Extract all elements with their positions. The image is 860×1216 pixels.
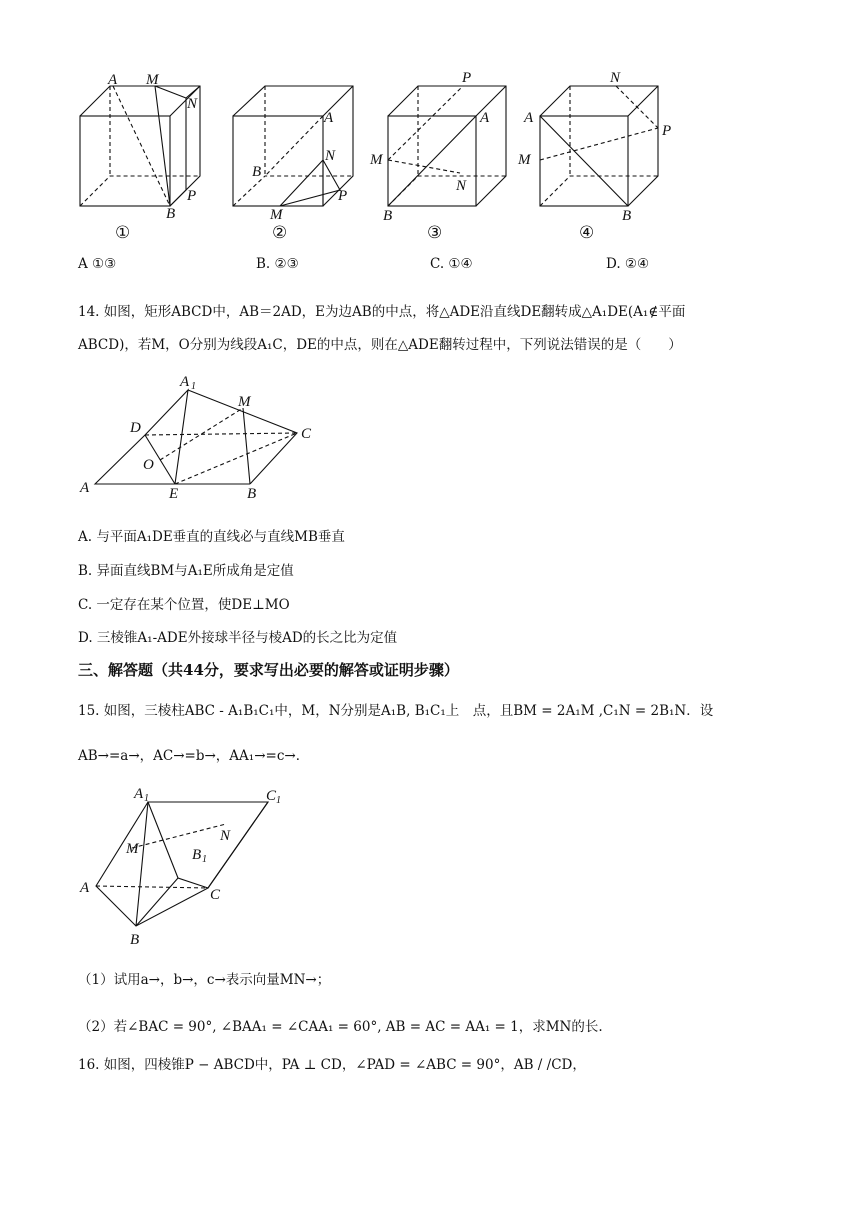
svg-text:N: N (220, 828, 231, 844)
svg-text:M: M (126, 841, 139, 857)
q16-stem-line1: 16. 如图，四棱锥P − ABCD中，PA ⊥ CD，∠PAD = ∠ABC = 90°，AB / /CD， (78, 1057, 586, 1073)
svg-text:A: A (324, 110, 334, 126)
svg-text:A: A (134, 786, 144, 802)
svg-text:1: 1 (276, 795, 281, 806)
svg-text:B: B (192, 847, 202, 863)
q14-option-c[interactable]: C. 一定存在某个位置，使DE⊥MO (78, 597, 290, 613)
svg-text:A: A (80, 480, 90, 496)
svg-text:A: A (80, 880, 90, 896)
q14-option-b[interactable]: B. 异面直线BM与A₁E所成角是定值 (78, 563, 294, 579)
q13-option-b[interactable]: B. ②③ (256, 256, 299, 272)
q14-option-a[interactable]: A. 与平面A₁DE垂直的直线必与直线MB垂直 (78, 529, 345, 545)
svg-text:B: B (622, 208, 632, 224)
svg-text:1: 1 (202, 854, 207, 865)
section-3-heading: 三、解答题（共44分，要求写出必要的解答或证明步骤） (78, 661, 459, 679)
svg-text:O: O (143, 457, 154, 473)
svg-text:C: C (266, 788, 277, 804)
q15-vector-definitions: AB→=a→，AC→=b→，AA₁→=c→． (78, 748, 310, 764)
cube-figure-1 (0, 0, 860, 250)
svg-text:C: C (210, 887, 221, 903)
q13-option-c[interactable]: C. ①④ (430, 256, 473, 272)
svg-text:B: B (247, 486, 257, 502)
q15-figure (0, 780, 860, 950)
svg-text:B: B (130, 932, 140, 948)
svg-text:C: C (301, 426, 312, 442)
svg-text:A: A (108, 72, 118, 88)
svg-text:A: A (180, 374, 190, 390)
svg-text:M: M (270, 207, 283, 223)
svg-text:M: M (518, 152, 531, 168)
q14-stem-line2: ABCD)，若M，O分别为线段A₁C，DE的中点，则在△ADE翻转过程中，下列说法错误的是（ ） (78, 337, 682, 353)
svg-text:1: 1 (144, 793, 149, 804)
svg-text:④: ④ (579, 223, 595, 242)
q15-part-2: （2）若∠BAC = 90°, ∠BAA₁ = ∠CAA₁ = 60°, AB = AC = AA₁ = 1，求MN的长. (78, 1019, 603, 1035)
svg-text:N: N (325, 148, 336, 164)
q15-stem-line1: 15. 如图，三棱柱ABC - A₁B₁C₁中，M，N分别是A₁B, B₁C₁上 点，且BM = 2A₁M ,C₁N = 2B₁N．设 (78, 703, 714, 719)
svg-text:A: A (524, 110, 534, 126)
svg-text:1: 1 (191, 381, 196, 392)
q15-part-1: （1）试用a→，b→，c→表示向量MN→； (78, 972, 331, 988)
svg-text:P: P (187, 188, 197, 204)
q14-figure (0, 360, 860, 510)
svg-text:N: N (456, 178, 467, 194)
q14-stem-line1: 14. 如图，矩形ABCD中，AB＝2AD，E为边AB的中点，将△ADE沿直线DE翻转成△A₁DE(A₁∉平面 (78, 304, 686, 320)
q14-option-d[interactable]: D. 三棱锥A₁-ADE外接球半径与棱AD的长之比为定值 (78, 630, 398, 646)
svg-text:②: ② (272, 223, 288, 242)
svg-text:P: P (462, 70, 472, 86)
q13-option-d[interactable]: D. ②④ (606, 256, 650, 272)
svg-text:M: M (238, 394, 251, 410)
svg-text:N: N (187, 96, 198, 112)
svg-text:①: ① (115, 223, 131, 242)
svg-text:P: P (338, 188, 348, 204)
svg-text:A: A (480, 110, 490, 126)
svg-text:N: N (610, 70, 621, 86)
q13-option-a[interactable]: A ①③ (78, 256, 117, 272)
svg-text:E: E (169, 486, 179, 502)
svg-text:③: ③ (427, 223, 443, 242)
svg-text:B: B (166, 206, 176, 222)
svg-text:B: B (383, 208, 393, 224)
svg-text:B: B (252, 164, 262, 180)
svg-text:M: M (146, 72, 159, 88)
svg-text:P: P (662, 123, 672, 139)
svg-text:D: D (130, 420, 141, 436)
svg-text:M: M (370, 152, 383, 168)
